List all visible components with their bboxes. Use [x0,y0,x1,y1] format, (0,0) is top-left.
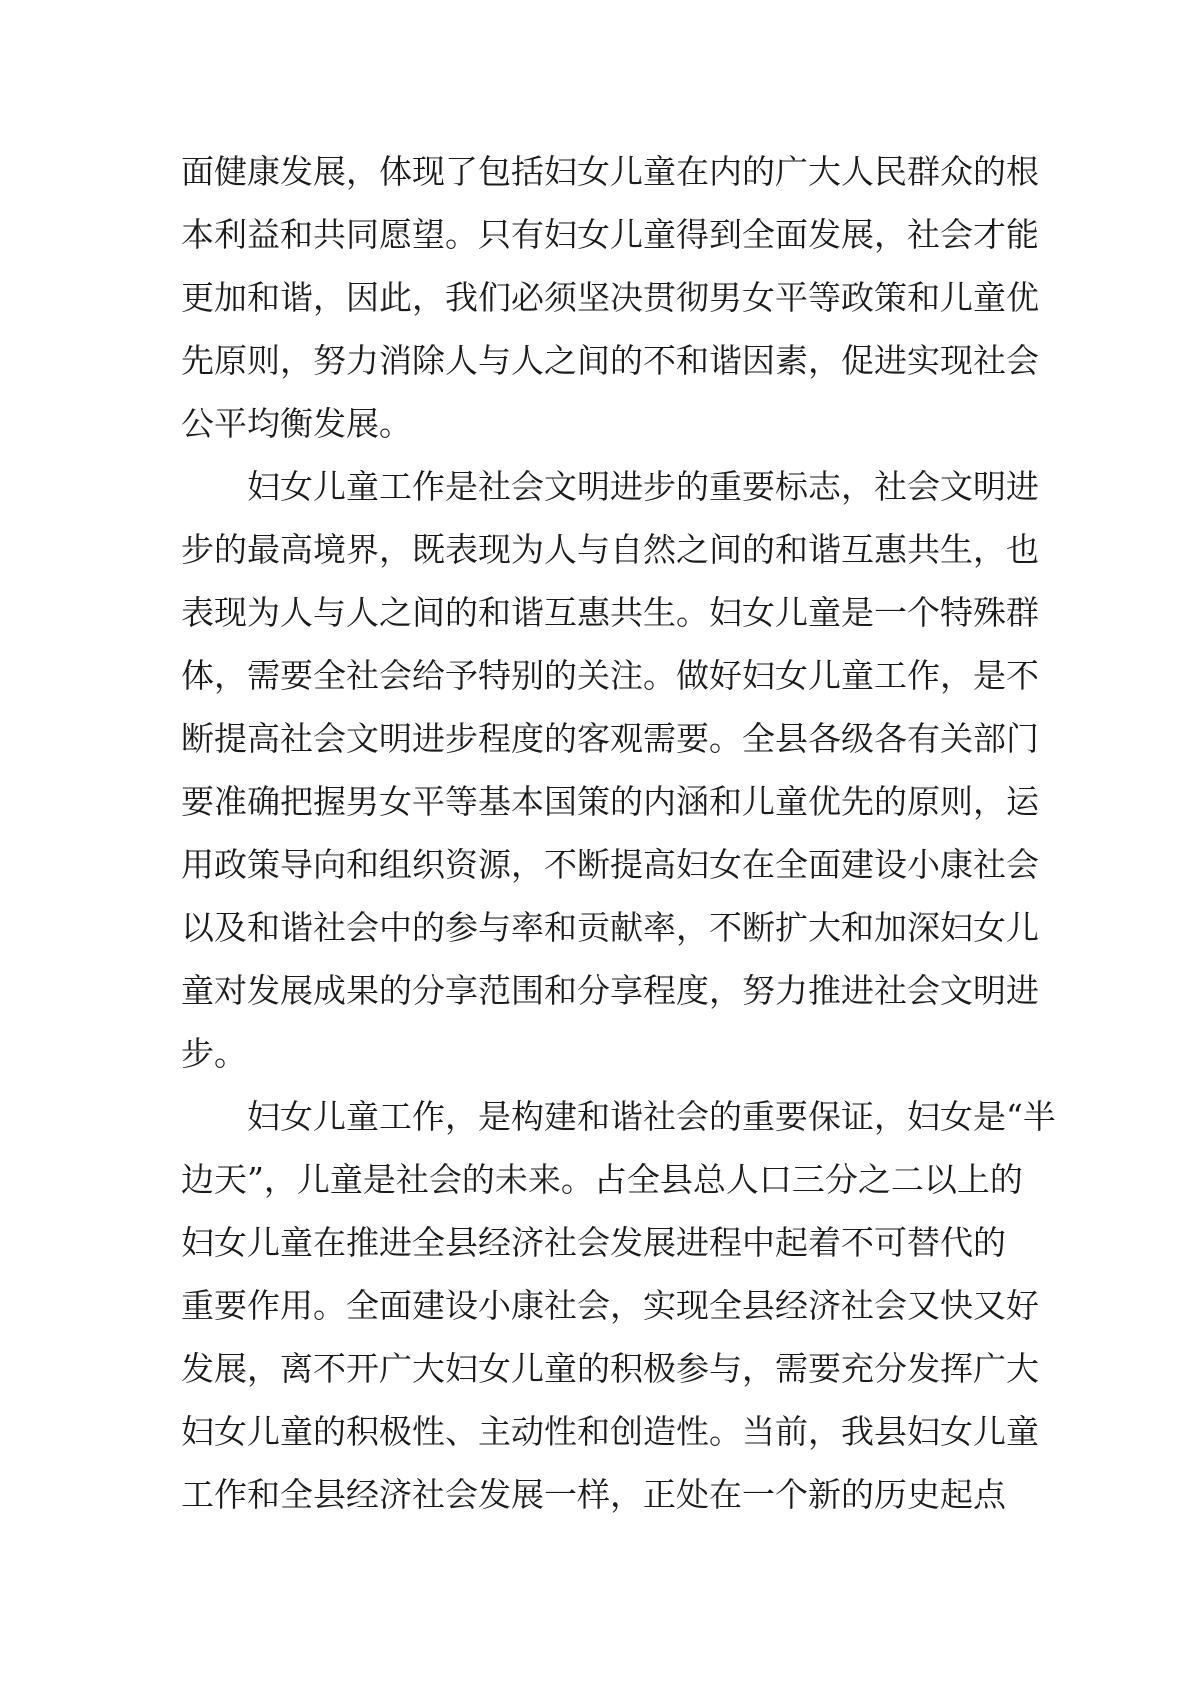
text-line: 步的最高境界，既表现为人与自然之间的和谐互惠共生，也 [181,530,1039,569]
text-line: 要准确把握男女平等基本国策的内涵和儿童优先的原则，运 [181,782,1039,821]
text-line: 表现为人与人之间的和谐互惠共生。妇女儿童是一个特殊群 [181,593,1039,632]
document-body [181,140,1061,1526]
text-line: 童对发展成果的分享范围和分享程度，努力推进社会文明进 [181,971,1039,1010]
text-line: 体，需要全社会给予特别的关注。做好妇女儿童工作，是不 [181,656,1039,695]
text-line: 断提高社会文明进步程度的客观需要。全县各级各有关部门 [181,719,1039,758]
text-line: 重要作用。全面建设小康社会，实现全县经济社会又快又好 [181,1286,1039,1325]
text-line: 发展，离不开广大妇女儿童的积极参与，需要充分发挥广大 [181,1349,1039,1388]
text-line: 面健康发展，体现了包括妇女儿童在内的广大人民群众的根 [181,152,1039,191]
paragraph-first-line: 妇女儿童工作，是构建和谐社会的重要保证，妇女是“半 [247,1097,1056,1136]
text-line: 先原则，努力消除人与人之间的不和谐因素，促进实现社会 [181,341,1039,380]
text-line: 边天”，儿童是社会的未来。占全县总人口三分之二以上的 [181,1160,1023,1199]
text-line: 工作和全县经济社会发展一样，正处在一个新的历史起点 [181,1475,1006,1514]
text-line: 更加和谐，因此，我们必须坚决贯彻男女平等政策和儿童优 [181,278,1039,317]
text-line: 妇女儿童的积极性、主动性和创造性。当前，我县妇女儿童 [181,1412,1039,1451]
text-line: 以及和谐社会中的参与率和贡献率，不断扩大和加深妇女儿 [181,908,1039,947]
text-line: 用政策导向和组织资源，不断提高妇女在全面建设小康社会 [181,845,1039,884]
text-line: 本利益和共同愿望。只有妇女儿童得到全面发展，社会才能 [181,215,1039,254]
text-line: 步。 [181,1034,247,1073]
text-line: 妇女儿童在推进全县经济社会发展进程中起着不可替代的 [181,1223,1006,1262]
paragraph-first-line: 妇女儿童工作是社会文明进步的重要标志，社会文明进 [247,467,1039,506]
text-line: 公平均衡发展。 [181,404,412,443]
